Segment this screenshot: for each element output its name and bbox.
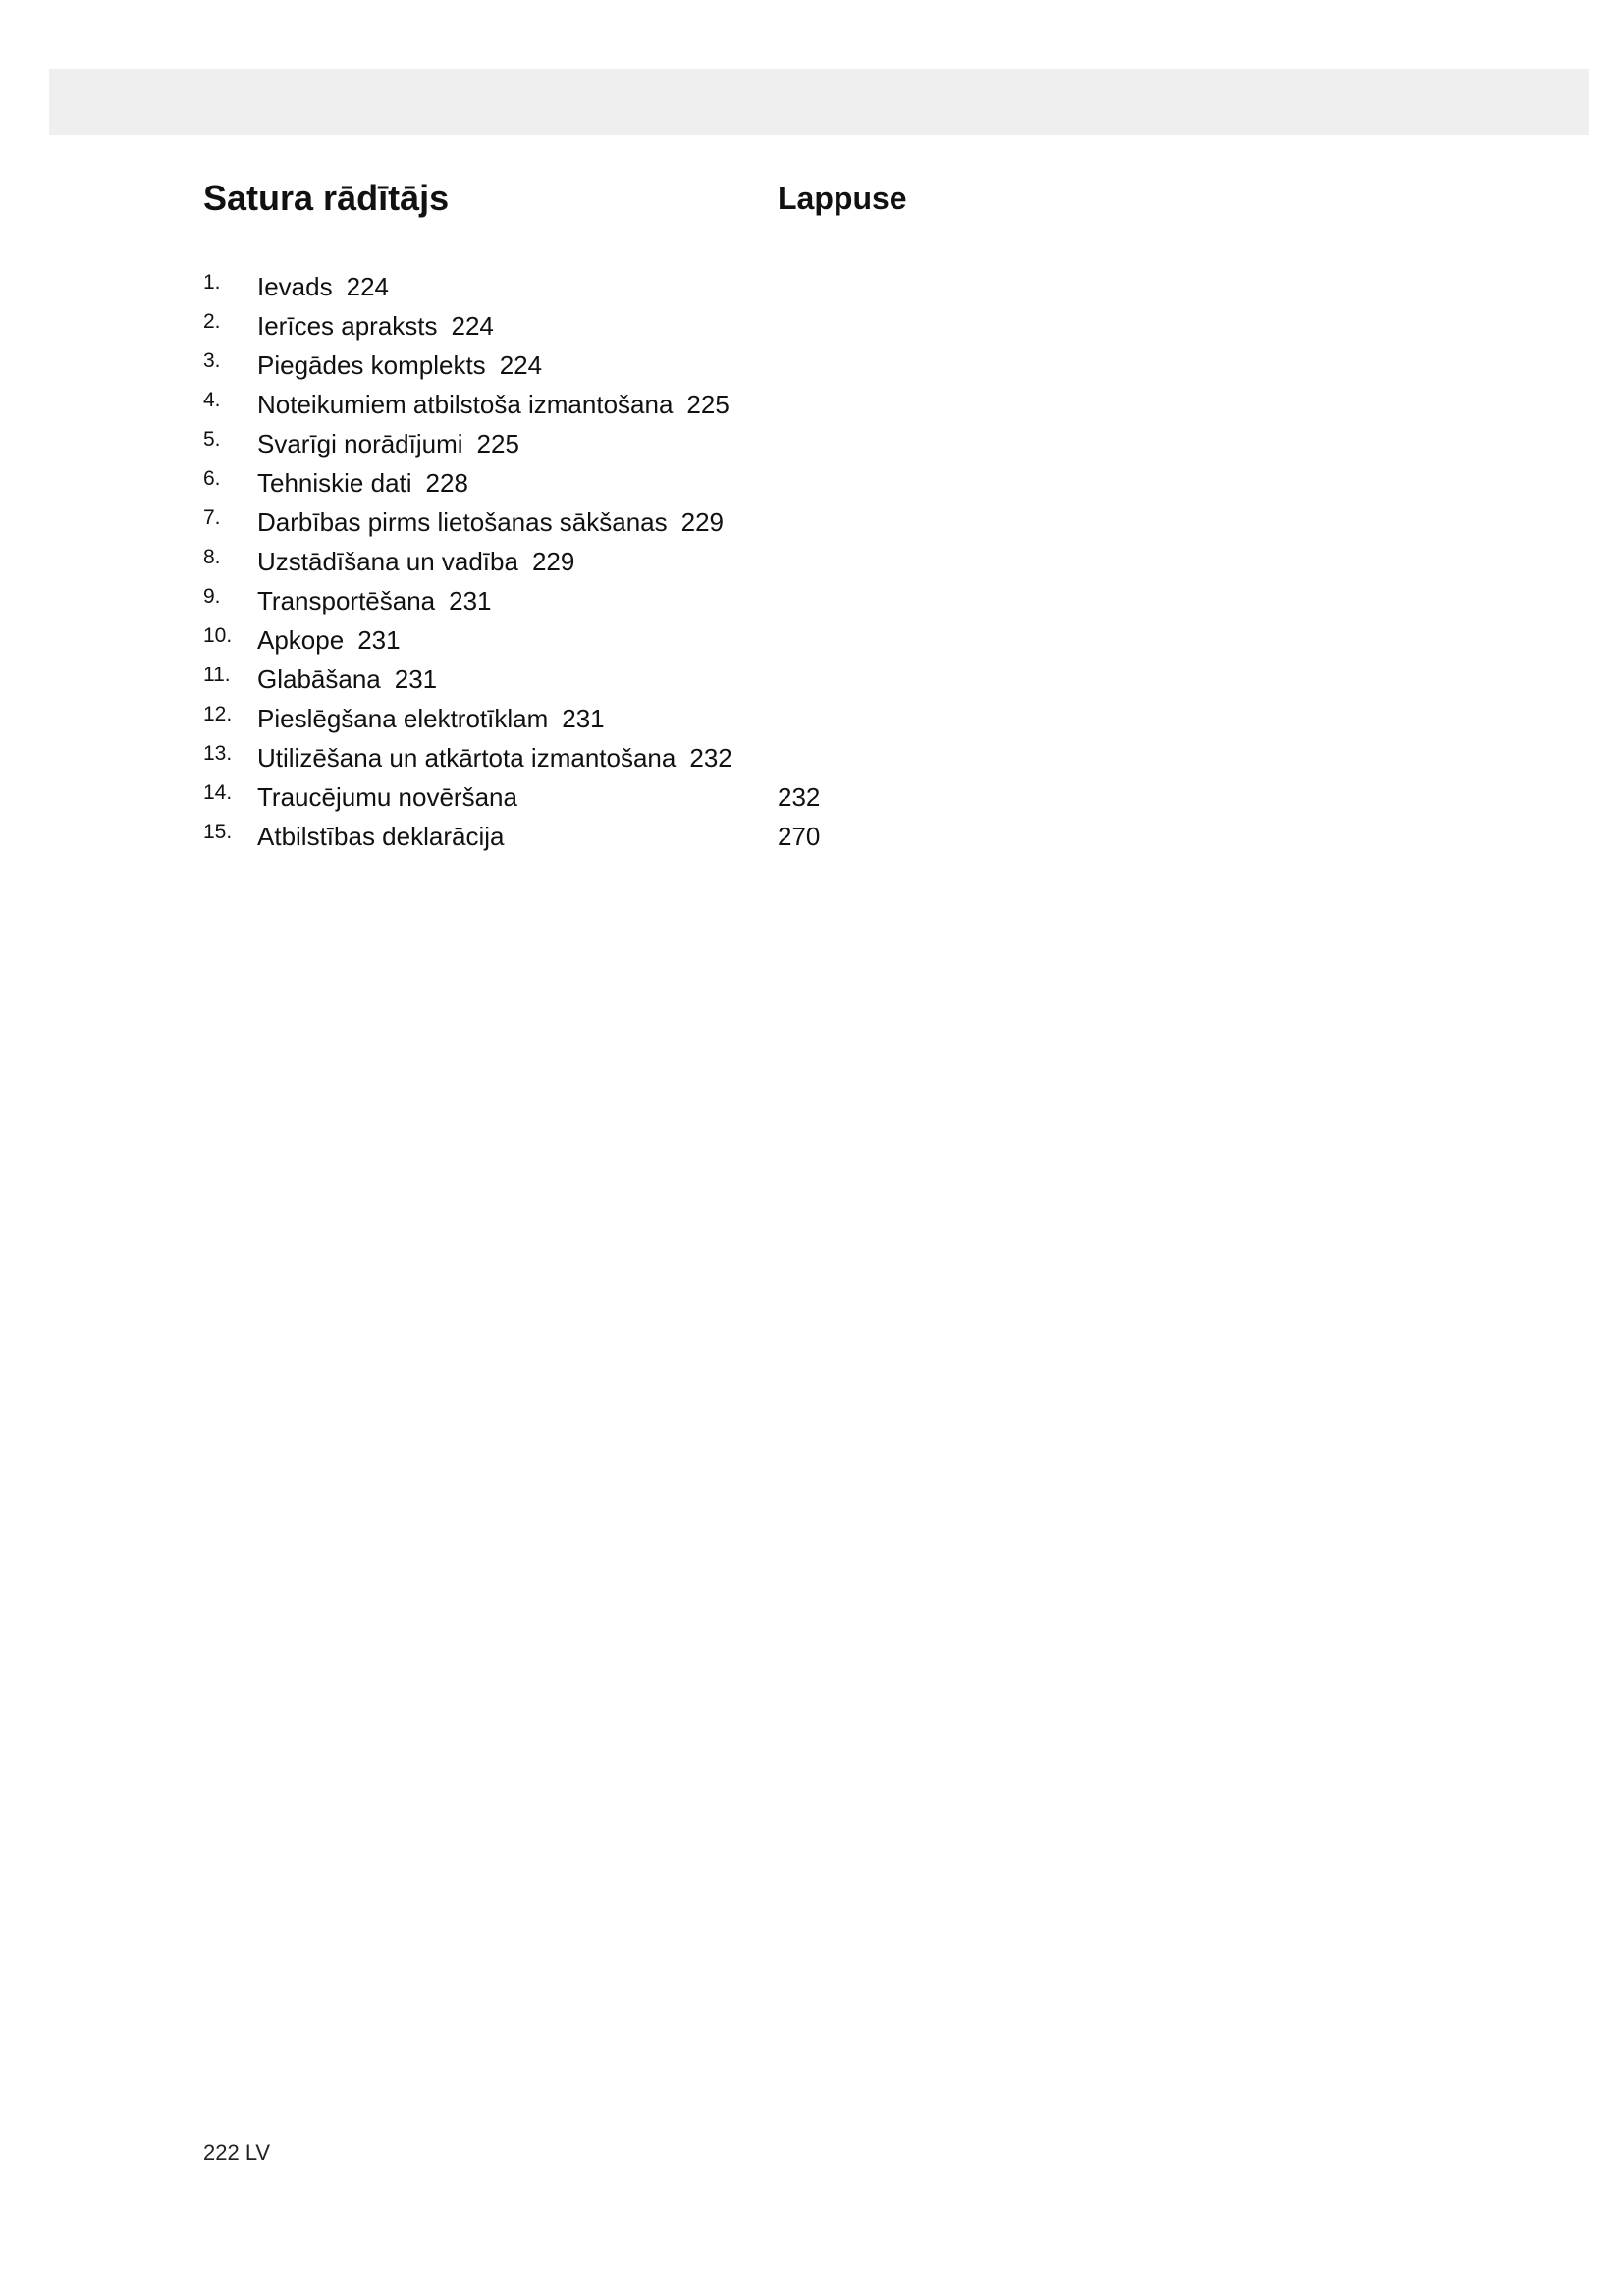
toc-entry-number: 9. [203, 585, 221, 608]
toc-entry-text: Glabāšana [257, 665, 381, 694]
toc-entry-label[interactable] [257, 424, 519, 463]
toc-entry[interactable] [203, 817, 1087, 856]
toc-entry-page: 231 [394, 665, 438, 694]
toc-entry-text: Pieslēgšana elektrotīklam [257, 704, 549, 733]
toc-entry-number: 11. [203, 664, 231, 686]
toc-entry[interactable] [203, 346, 1087, 385]
toc-entry-text: Atbilstības deklarācija [257, 822, 505, 851]
toc-entry-number: 3. [203, 349, 221, 372]
toc-entry-page: 232 [689, 743, 732, 773]
toc-entry-page: 225 [686, 390, 730, 419]
toc-entry[interactable] [203, 503, 1087, 542]
toc-entry-number: 2. [203, 310, 221, 333]
toc-entry-number: 15. [203, 821, 233, 843]
toc-entry-number: 13. [203, 742, 233, 765]
toc-entry[interactable] [203, 620, 1087, 660]
toc-entry-number: 7. [203, 507, 221, 529]
toc-entry-page: 224 [346, 272, 389, 301]
toc-entry[interactable] [203, 581, 1087, 620]
toc-entry-text: Uzstādīšana un vadība [257, 547, 518, 576]
toc-entry-page: 231 [562, 704, 605, 733]
toc-entry-text: Transportēšana [257, 586, 436, 615]
toc-entry-number: 14. [203, 781, 233, 804]
toc-entry[interactable] [203, 777, 1087, 817]
toc-entry-number: 4. [203, 389, 221, 411]
toc-entry-label[interactable] [257, 306, 494, 346]
toc-entry-page: 229 [531, 547, 575, 576]
toc-entry-number: 5. [203, 428, 221, 451]
toc-entry-label[interactable] [257, 777, 517, 817]
toc-entry-page: 224 [499, 350, 543, 380]
toc-entry-number: 10. [203, 624, 233, 647]
toc-entry[interactable] [203, 738, 1087, 777]
toc-entry-text: Traucējumu novēršana [257, 782, 517, 812]
toc-entry[interactable] [203, 424, 1087, 463]
toc-entry-label[interactable] [257, 660, 437, 699]
toc-entry-page: 231 [449, 586, 492, 615]
toc-entry-number: 12. [203, 703, 233, 725]
toc-entry-label[interactable] [257, 542, 574, 581]
toc-entry-page: 228 [425, 468, 468, 498]
toc-entry-label[interactable] [257, 817, 504, 856]
toc-entry-label[interactable] [257, 503, 724, 542]
toc-entry-text: Darbības pirms lietošanas sākšanas [257, 507, 668, 537]
page-number: 222 LV [203, 2140, 271, 2164]
toc-entry-label[interactable] [257, 620, 401, 660]
toc-entry-page: 232 [778, 782, 821, 812]
toc-entry-text: Tehniskie dati [257, 468, 412, 498]
toc-entry-number: 1. [203, 271, 221, 294]
toc-entry-number: 6. [203, 467, 221, 490]
toc-entry-text: Ievads [257, 272, 333, 301]
toc-entry-label[interactable] [257, 581, 492, 620]
toc-entry[interactable] [203, 463, 1087, 503]
toc-entry-text: Piegādes komplekts [257, 350, 486, 380]
toc-entry[interactable] [203, 385, 1087, 424]
toc-entry-page: 229 [680, 507, 725, 537]
toc-entry[interactable] [203, 267, 1087, 306]
toc-entry-page: 270 [778, 822, 821, 851]
toc-entry-label[interactable] [257, 385, 730, 424]
toc-entry-label[interactable] [257, 699, 605, 738]
toc-entry-text: Svarīgi norādījumi [257, 429, 463, 458]
toc-title: Satura rādītājs [203, 178, 450, 218]
toc-entry-label[interactable] [257, 738, 732, 777]
toc-entry[interactable] [203, 542, 1087, 581]
toc-entry[interactable] [203, 660, 1087, 699]
toc-entry-text: Apkope [257, 625, 345, 655]
toc-entry-label[interactable] [257, 267, 389, 306]
toc-entry-page: 225 [476, 429, 519, 458]
toc-entry[interactable] [203, 306, 1087, 346]
toc-entry-label[interactable] [257, 346, 542, 385]
toc-entry-label[interactable] [257, 463, 468, 503]
toc-entry-text: Noteikumiem atbilstoša izmantošana [257, 390, 674, 419]
toc-entry-text: Ierīces apraksts [257, 311, 438, 341]
toc-entry-text: Utilizēšana un atkārtota izmantošana [257, 743, 677, 773]
table-of-contents [203, 267, 1087, 856]
toc-entry[interactable] [203, 699, 1087, 738]
header-bar [49, 69, 1589, 135]
toc-entry-page: 231 [357, 625, 401, 655]
page-column-title: Lappuse [778, 181, 907, 216]
toc-entry-page: 224 [451, 311, 494, 341]
toc-entry-number: 8. [203, 546, 221, 568]
